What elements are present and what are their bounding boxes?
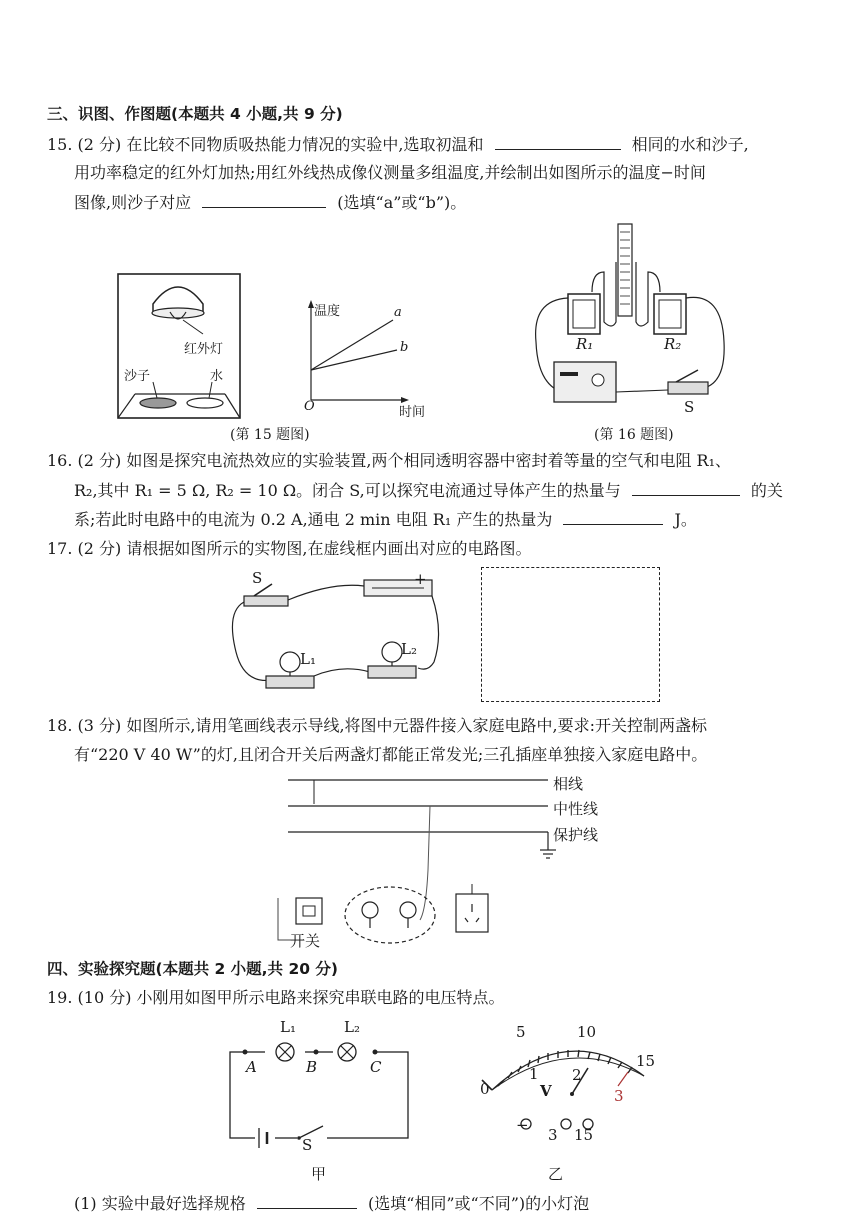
q19-sub1-text-a: (1) 实验中最好选择规格: [74, 1194, 246, 1213]
fig18-switch-label: 开关: [290, 932, 321, 950]
fig15-sand-label: 沙子: [124, 369, 151, 384]
fig18-live-label: 相线: [553, 775, 584, 793]
q18-line-2: 有“220 V 40 W”的灯,且闭合开关后两盏灯都能正常发光;三孔插座单独接入家庭电路中。: [74, 745, 708, 764]
q16-text-3a: 系;若此时电路中的电流为 0.2 A,通电 2 min 电阻 R₁ 产生的热量为: [74, 510, 553, 529]
fig19a-c-label: C: [370, 1058, 382, 1076]
q17-answer-box[interactable]: [481, 567, 660, 702]
q16-text-3b: J。: [674, 510, 697, 529]
fig15-line-b: [311, 350, 397, 370]
fig19a-b-label: B: [306, 1058, 318, 1076]
section-4-heading: 四、实验探究题(本题共 2 小题,共 20 分): [47, 960, 338, 978]
fig15-lamp-diagram: [115, 272, 245, 422]
q15-text-3a: 图像,则沙子对应: [74, 193, 192, 212]
fig18-ground-label: 保护线: [553, 826, 599, 844]
q15-line-1: [47, 134, 749, 155]
fig16-r1-label: R₁: [576, 335, 594, 353]
fig15-caption: (第 15 题图): [230, 427, 310, 443]
q19-sub-1: [74, 1193, 589, 1214]
section-3-heading: 三、识图、作图题(本题共 4 小题,共 9 分): [47, 105, 343, 123]
fig19a-caption: 甲: [311, 1165, 327, 1183]
fig16-r2-label: R₂: [664, 335, 682, 353]
fig15-origin: O: [304, 399, 315, 414]
fig19b-tick-5: 5: [516, 1023, 526, 1041]
fig19b-terminal-15: 15: [574, 1126, 594, 1144]
fig19b-v-label: V: [540, 1082, 552, 1100]
q15-line-3: [74, 192, 466, 213]
fig19b-tick-10: 10: [577, 1023, 597, 1041]
fig15-xlabel: 时间: [399, 405, 426, 420]
fig16-apparatus: [532, 222, 732, 412]
q16-blank-2[interactable]: [563, 509, 663, 525]
q18-line-1: 18. (3 分) 如图所示,请用笔画线表示导线,将图中元器件接入家庭电路中,要求:开关控制两盏标: [47, 716, 708, 735]
fig19a-l2-label: L₂: [344, 1018, 360, 1036]
q17-line-1: 17. (2 分) 请根据如图所示的实物图,在虚线框内画出对应的电路图。: [47, 539, 532, 558]
fig17-l2-label: L₂: [401, 640, 417, 658]
q15-text-3b: (选填“a”或“b”)。: [337, 193, 467, 212]
q16-line-3: [74, 509, 697, 530]
fig15-water-label: 水: [210, 369, 224, 384]
q19-line-1: 19. (10 分) 小刚用如图甲所示电路来探究串联电路的电压特点。: [47, 988, 505, 1007]
fig19a-a-label: A: [246, 1058, 257, 1076]
q19-sub1-blank[interactable]: [257, 1193, 357, 1209]
q15-text-1b: 相同的水和沙子,: [631, 135, 749, 154]
q16-line-2: [74, 480, 783, 501]
fig17-circuit-photo: [232, 572, 447, 694]
fig15-label-b: b: [400, 340, 409, 355]
fig19b-terminal-3: 3: [548, 1126, 558, 1144]
q15-blank-1[interactable]: [495, 134, 621, 150]
q15-blank-2[interactable]: [202, 192, 326, 208]
fig19b-scale-2: 2: [572, 1066, 582, 1084]
fig17-l1-label: L₁: [300, 650, 316, 668]
q16-line-1: 16. (2 分) 如图是探究电流热效应的实验装置,两个相同透明容器中密封着等量的空气和电阻 R₁、: [47, 451, 732, 470]
q15-line-2: 用功率稳定的红外灯加热;用红外线热成像仪测量多组温度,并绘制出如图所示的温度−时间: [74, 163, 706, 182]
fig17-s-label: S: [252, 569, 263, 587]
fig19b-tick-15: 15: [636, 1052, 656, 1070]
q15-text-1a: 15. (2 分) 在比较不同物质吸热能力情况的实验中,选取初温和: [47, 135, 484, 154]
fig19b-scale-1: 1: [529, 1065, 539, 1083]
fig15-label-a: a: [394, 305, 402, 320]
fig15-ylabel: 温度: [314, 304, 341, 319]
fig19a-series-circuit: [225, 1030, 415, 1145]
fig19b-voltmeter: [478, 1024, 658, 1144]
q19-sub1-text-b: (选填“相同”或“不同”)的小灯泡: [367, 1194, 590, 1213]
fig18-home-circuit: [270, 770, 570, 950]
fig16-s-label: S: [684, 398, 695, 416]
fig17-plus-label: +: [414, 570, 427, 588]
fig15-lamp-label: 红外灯: [184, 342, 224, 357]
fig19a-s-label: S: [302, 1136, 313, 1154]
fig16-caption: (第 16 题图): [594, 427, 674, 443]
q16-blank-1[interactable]: [632, 480, 740, 496]
q16-text-2b: 的关: [750, 481, 783, 500]
fig18-neutral-label: 中性线: [553, 800, 599, 818]
fig19b-minus-terminal: −: [516, 1116, 529, 1134]
fig19a-l1-label: L₁: [280, 1018, 296, 1036]
fig15-line-a: [311, 320, 393, 370]
q16-text-2a: R₂,其中 R₁ = 5 Ω, R₂ = 10 Ω。闭合 S,可以探究电流通过导体产生的热量与: [74, 481, 621, 500]
fig19b-scale-3: 3: [614, 1087, 624, 1105]
fig19b-caption: 乙: [548, 1165, 564, 1183]
fig19b-tick-0: 0: [480, 1080, 490, 1098]
